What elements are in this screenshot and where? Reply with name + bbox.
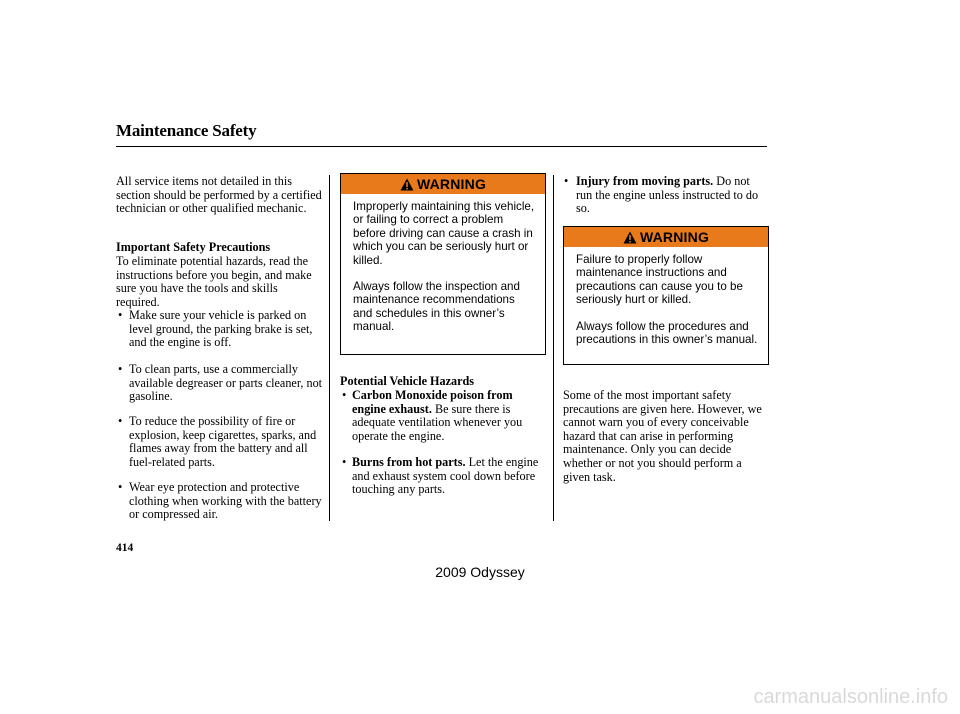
warning-triangle-icon <box>400 178 414 191</box>
title-rule <box>116 146 767 147</box>
column-divider-left <box>329 175 330 521</box>
closing-paragraph: Some of the most important safety precautions are given here. However, we cannot warn you of every conceivable hazard that can arise in performing maintenance. Only you can decide whether or not you should perform a given task. <box>563 388 762 484</box>
precaution-item: Wear eye protection and protective clothing when working with the battery or compressed air. <box>129 480 322 522</box>
page-title: Maintenance Safety <box>116 121 257 140</box>
hazard-text: Do not run the engine unless instructed to do so. <box>576 174 759 216</box>
warning-header <box>341 174 545 194</box>
precaution-item: To reduce the possibility of fire or explosion, keep cigarettes, sparks, and flames away from the battery and all fuel-related parts. <box>129 414 317 469</box>
hazard-text: Be sure there is adequate ventilation whenever you operate the engine. <box>352 401 523 443</box>
hazard-item <box>352 456 548 497</box>
hazard-title: Burns from hot parts. <box>352 455 466 469</box>
hazard-title: Injury from moving parts. <box>576 174 714 188</box>
warning-label: WARNING <box>639 229 710 245</box>
bullet-icon: • <box>342 455 347 469</box>
hazard-title: Carbon Monoxide poison from engine exhaust. <box>352 388 513 416</box>
bullet-icon: • <box>118 480 123 494</box>
intro-paragraph: All service items not detailed in this section should be performed by a certified technician or other qualified mechanic. <box>116 174 322 216</box>
hazard-item <box>576 175 766 216</box>
warning-text: Always follow the inspection and maintenance recommendations and schedules in this owner’s manual. <box>353 280 520 334</box>
potential-hazards-heading: Potential Vehicle Hazards <box>340 374 475 388</box>
warning-text: Always follow the procedures and precautions in this owner’s manual. <box>576 319 758 347</box>
warning-header <box>564 227 768 247</box>
bullet-icon: • <box>342 388 347 402</box>
hazard-text: Let the engine and exhaust system cool down before touching any parts. <box>352 455 539 497</box>
bullet-icon: • <box>564 174 569 188</box>
bullet-icon: • <box>118 362 123 376</box>
hazard-item <box>352 389 548 443</box>
lead-paragraph: To eliminate potential hazards, read the instructions before you begin, and make sure you have the tools and skills required. <box>116 254 312 309</box>
warning-box <box>563 226 769 365</box>
bullet-icon: • <box>118 308 123 322</box>
precaution-item: Make sure your vehicle is parked on level ground, the parking brake is set, and the engine is off. <box>129 308 313 350</box>
warning-triangle-icon <box>623 231 637 244</box>
warning-text: Failure to properly follow maintenance instructions and precautions can cause you to be seriously hurt or killed. <box>576 253 743 307</box>
bullet-icon: • <box>118 414 123 428</box>
warning-text: Improperly maintaining this vehicle, or failing to correct a problem before driving can cause a crash in which you can be seriously hurt or killed. <box>353 200 535 267</box>
warning-label: WARNING <box>416 176 487 192</box>
page-number: 414 <box>116 542 134 554</box>
watermark: carmanualsonline.info <box>753 686 948 708</box>
column-divider-right <box>553 175 554 521</box>
footer-model: 2009 Odyssey <box>435 564 525 580</box>
precaution-item: To clean parts, use a commercially available degreaser or parts cleaner, not gasoline. <box>129 362 323 404</box>
warning-box <box>340 173 546 355</box>
important-safety-heading: Important Safety Precautions <box>116 240 271 254</box>
